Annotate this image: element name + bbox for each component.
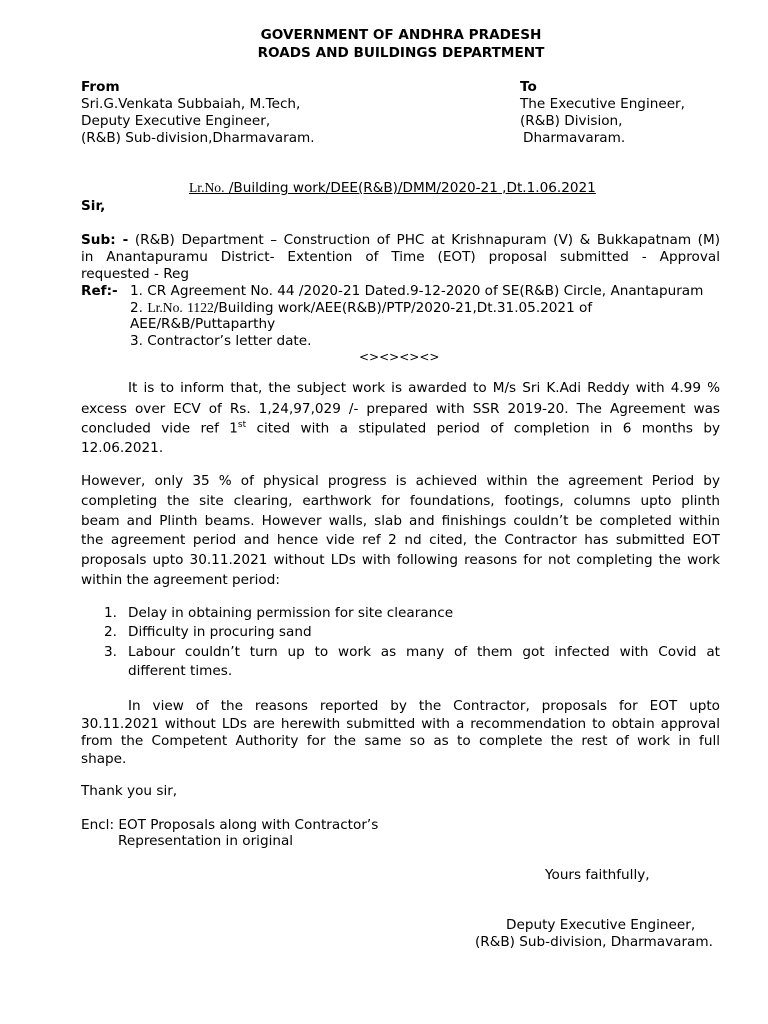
paragraph-2-line-1: However, only 35 % of physical progress is achieved within the agreement Period by	[81, 473, 720, 489]
list-item-number: 1.	[104, 605, 117, 621]
letter-number-rest: /Building work/DEE(R&B)/DMM/2020-21 ,Dt.1.06.2021	[228, 180, 596, 196]
reference-1: 1. CR Agreement No. 44 /2020-21 Dated.9-12-2020 of SE(R&B) Circle, Anantapuram	[130, 283, 704, 299]
signature-office: (R&B) Sub-division, Dharmavaram.	[475, 934, 713, 950]
paragraph-1-line-4: 12.06.2021.	[81, 440, 164, 456]
to-label: To	[520, 79, 537, 95]
letterhead-government: GOVERNMENT OF ANDHRA PRADESH	[260, 27, 542, 43]
closing: Yours faithfully,	[545, 867, 650, 883]
from-label: From	[81, 79, 120, 95]
ordinal-suffix: st	[237, 420, 247, 430]
list-item-number: 3.	[104, 644, 117, 660]
to-name: The Executive Engineer,	[520, 96, 685, 112]
subject-label: Sub: -	[81, 232, 129, 248]
subject-text-1: (R&B) Department – Construction of PHC at Krishnapuram (V) & Bukkapatnam (M)	[134, 232, 721, 248]
paragraph-2-line-4: the agreement period and hence vide ref 2 nd cited, the Contractor has submitted EOT	[81, 532, 720, 548]
from-office: (R&B) Sub-division,Dharmavaram.	[81, 130, 315, 146]
list-item-text: Difficulty in procuring sand	[128, 624, 312, 640]
paragraph-1-line-2: excess over ECV of Rs. 1,24,97,029 /- prepared with SSR 2019-20. The Agreement was	[81, 401, 720, 417]
reference-2	[130, 300, 592, 316]
paragraph-1-line-1: It is to inform that, the subject work is awarded to M/s Sri K.Adi Reddy with 4.99 %	[128, 380, 720, 396]
paragraph-2-line-2: completing the site clearing, earthwork for foundations, footings, columns upto plinth	[81, 493, 720, 509]
enclosure-line-1: Encl: EOT Proposals along with Contractor’s	[81, 817, 379, 833]
subject-line-3: requested - Reg	[81, 266, 190, 282]
from-designation: Deputy Executive Engineer,	[81, 113, 271, 129]
paragraph-3-line-1: In view of the reasons reported by the Contractor, proposals for EOT upto	[128, 698, 720, 714]
paragraph-3-line-4: shape.	[81, 751, 127, 767]
list-item-continuation: different times.	[128, 663, 233, 679]
reference-2-rest: /Building work/AEE(R&B)/PTP/2020-21,Dt.31.05.2021 of	[213, 300, 593, 316]
thank-you: Thank you sir,	[81, 783, 178, 799]
subject-line-1	[81, 232, 720, 248]
reference-3: 3. Contractor’s letter date.	[130, 333, 312, 349]
paragraph-3-line-2: 30.11.2021 without LDs are herewith submitted with a recommendation to obtain approval	[81, 716, 720, 732]
letter-number	[189, 180, 596, 196]
signature-designation: Deputy Executive Engineer,	[506, 917, 696, 933]
paragraph-2-line-6: within the agreement period:	[81, 572, 280, 588]
reference-2-number: 2.	[130, 300, 143, 316]
paragraph-3-line-3: from the Competent Authority for the same so as to complete the rest of work in full	[81, 733, 720, 749]
paragraph-1-line-3	[81, 420, 720, 437]
separator: <><><><>	[359, 350, 440, 364]
reference-2-prefix: Lr.No.	[147, 300, 183, 315]
references-label: Ref:-	[81, 283, 118, 299]
paragraph-1-line-3-start: concluded vide ref 1	[81, 420, 238, 437]
salutation: Sir,	[81, 198, 106, 214]
paragraph-2-line-3: beam and Plinth beams. However walls, slab and finishings couldn’t be completed within	[81, 513, 720, 529]
list-item-text: Delay in obtaining permission for site clearance	[128, 605, 454, 621]
letter-number-prefix: Lr.No.	[189, 180, 225, 195]
enclosure-line-2: Representation in original	[118, 833, 294, 849]
letterhead-department: ROADS AND BUILDINGS DEPARTMENT	[257, 45, 545, 61]
subject-line-2: in Anantapuramu District- Extention of Time (EOT) proposal submitted - Approval	[81, 249, 720, 265]
list-item-text: Labour couldn’t turn up to work as many of them got infected with Covid at	[128, 644, 720, 660]
paragraph-1-line-3-end: cited with a stipulated period of completion in 6 months by	[246, 420, 720, 437]
paragraph-2-line-5: proposals upto 30.11.2021 without LDs with following reasons for not completing the work	[81, 552, 720, 568]
reference-2-line-2: AEE/R&B/Puttaparthy	[130, 316, 276, 332]
reference-2-letter-no: 1122	[187, 300, 214, 315]
to-place: Dharmavaram.	[523, 130, 626, 146]
from-name: Sri.G.Venkata Subbaiah, M.Tech,	[81, 96, 301, 112]
to-division: (R&B) Division,	[520, 113, 623, 129]
list-item-number: 2.	[104, 624, 117, 640]
